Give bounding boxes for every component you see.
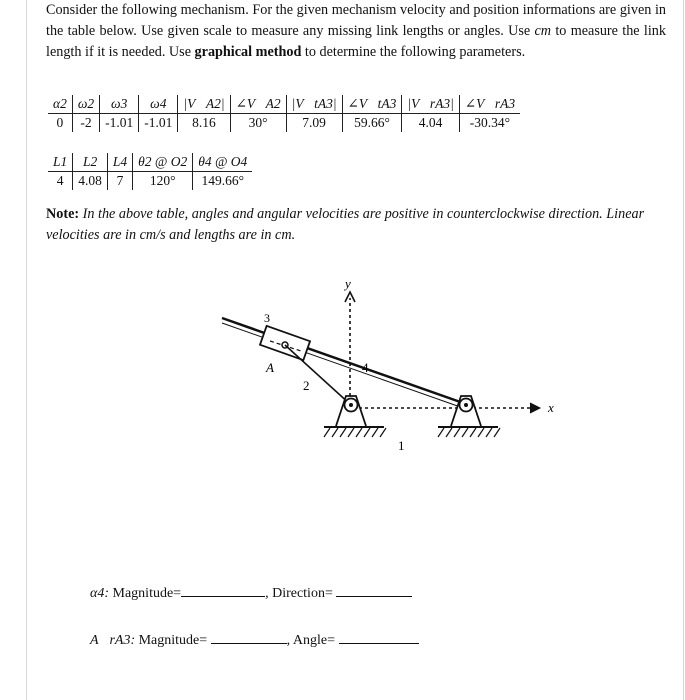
label-x: x	[548, 400, 554, 415]
header-l2: L2	[73, 153, 108, 172]
cell-theta2: 120°	[133, 172, 193, 191]
label-a: A	[266, 360, 274, 375]
label-1: 1	[398, 438, 405, 453]
link-2	[285, 345, 351, 405]
label-y: y	[345, 276, 351, 291]
cell-vta3-angle: 59.66°	[342, 114, 402, 133]
question-ara3	[90, 631, 419, 649]
header-omega3: ω3	[100, 95, 139, 114]
cell-l1: 4	[56, 173, 64, 188]
q2-symbol: A⃗rA3:	[90, 633, 136, 648]
note-label: Note:	[46, 206, 80, 222]
cell-va2-angle: 30°	[230, 114, 286, 133]
q1-magnitude-label: Magnitude=	[112, 586, 182, 601]
header-vta3-angle: ∠V⃗tA3	[342, 95, 402, 114]
y-axis-arrow	[345, 292, 355, 302]
header-vra3-mag: |V⃗rA3|	[402, 95, 459, 114]
header-va2-mag: |V⃗A2|	[178, 95, 230, 114]
header-theta2: θ2 @ O2	[133, 153, 193, 172]
q1-magnitude-blank[interactable]	[181, 584, 265, 597]
cell-vta3-mag: 7.09	[286, 114, 342, 133]
header-vta3-mag: |V⃗tA3|	[286, 95, 342, 114]
x-axis-arrow	[530, 403, 540, 413]
header-vra3-angle: ∠V⃗rA3	[459, 95, 520, 114]
q2-angle-label: , Angle=	[286, 633, 336, 648]
header-omega4: ω4	[139, 95, 178, 114]
question-alpha4	[90, 584, 412, 602]
q1-direction-blank[interactable]	[336, 584, 412, 597]
cell-omega4: -1.01	[139, 114, 178, 133]
cell-l2: 4.08	[73, 172, 108, 191]
q2-magnitude-label: Magnitude=	[138, 633, 208, 648]
intro-text-1: Consider the following mechanism. For the given mechanism velocity and position informations are given in the table below. Use given scale to measure any missing link lengths or angles. Use	[46, 2, 666, 39]
header-l4: L4	[107, 153, 132, 172]
intro-text-2: to measure the link length if it is needed. Use	[46, 23, 666, 60]
cell-theta4: 149.66°	[193, 172, 253, 191]
note-text: In the above table, angles and angular velocities are positive in counterclockwise direction. Linear velocities are in cm/s and lengths are in cm.	[46, 206, 645, 243]
cell-vra3-mag: 4.04	[402, 114, 459, 133]
header-theta4: θ4 @ O4	[193, 153, 253, 172]
header-l1: L1	[48, 153, 73, 172]
q2-magnitude-blank[interactable]	[211, 631, 287, 644]
link-4	[222, 318, 466, 404]
q1-symbol: α4:	[90, 586, 110, 601]
cell-va2-mag: 8.16	[178, 114, 230, 133]
intro-cm-unit: cm	[534, 23, 552, 39]
cell-omega3: -1.01	[100, 114, 139, 133]
cell-vra3-angle: -30.34°	[459, 114, 520, 133]
label-3: 3	[264, 311, 270, 325]
header-omega2: ω2	[72, 95, 99, 114]
q2-angle-blank[interactable]	[339, 631, 419, 644]
cell-alpha2: 0	[56, 115, 64, 130]
q1-direction-label: , Direction=	[265, 586, 333, 601]
cell-omega2: -2	[72, 114, 99, 133]
pivot-o2	[324, 396, 386, 437]
label-4: 4	[362, 360, 369, 375]
header-alpha2: α2	[48, 95, 72, 114]
link-4-edge	[222, 323, 466, 409]
cell-l4: 7	[107, 172, 132, 191]
intro-text-3: to determine the following parameters.	[301, 44, 526, 60]
label-2: 2	[303, 378, 310, 393]
intro-method: graphical method	[194, 44, 302, 60]
header-va2-angle: ∠V⃗A2	[230, 95, 286, 114]
